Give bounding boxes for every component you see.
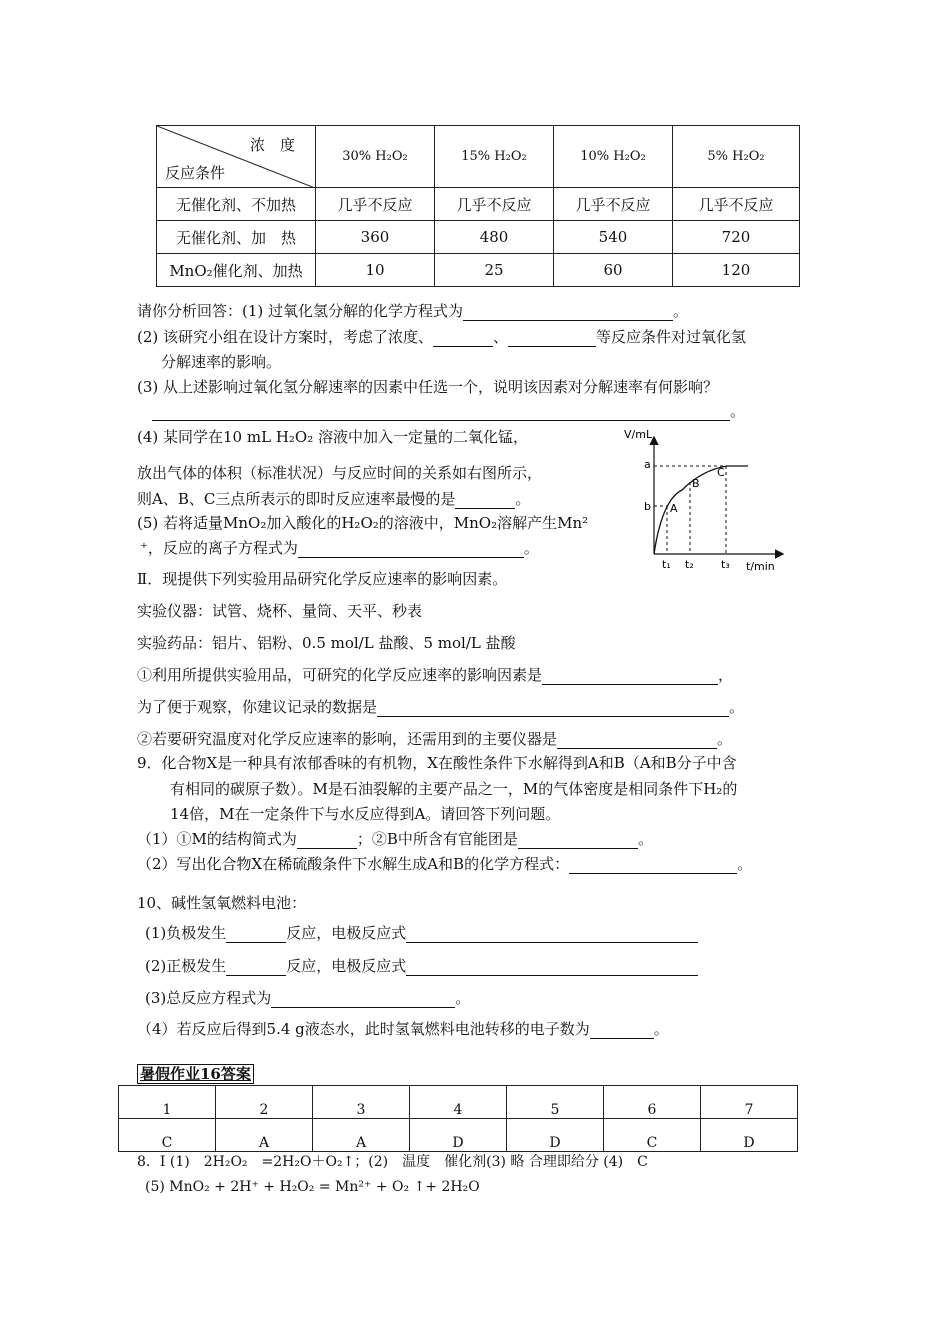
x-tick: t₁ bbox=[662, 558, 671, 571]
answer-blank[interactable] bbox=[226, 927, 286, 943]
question-3-answer: 。 bbox=[152, 400, 745, 421]
table-row bbox=[157, 254, 800, 287]
table-cell: 540 bbox=[554, 221, 673, 254]
row-label: 无催化剂、不加热 bbox=[157, 188, 316, 221]
part-2-q1b: 为了便于观察，你建议记录的数据是 。 bbox=[137, 698, 745, 716]
question-10-2: (2)正极发生 反应，电极反应式 bbox=[145, 955, 698, 976]
part-2-title: Ⅱ．现提供下列实验用品研究化学反应速率的影响因素。 bbox=[137, 570, 508, 588]
answer-blank[interactable] bbox=[152, 405, 730, 421]
answer-number: 4 bbox=[410, 1086, 507, 1119]
answer-blank[interactable] bbox=[542, 669, 718, 685]
question-10: 10、碱性氢氧燃料电池： bbox=[137, 894, 307, 912]
answer-blank[interactable] bbox=[518, 833, 638, 849]
answer-choice: A bbox=[313, 1119, 410, 1152]
part-2-q1: ①利用所提供实验用品，可研究的化学反应速率的影响因素是 ， bbox=[137, 666, 734, 684]
question-10-4: （4）若反应后得到5.4 g液态水，此时氢氧燃料电池转移的电子数为 。 bbox=[137, 1020, 669, 1038]
table-row bbox=[119, 1086, 798, 1119]
question-5b: ⁺，反应的离子方程式为 。 bbox=[140, 539, 539, 557]
question-1: 请你分析回答：(1) 过氧化氢分解的化学方程式为 。 bbox=[137, 302, 689, 320]
diagonal-header-cell bbox=[157, 126, 316, 188]
question-9-1: （1）①M的结构简式为 ；②B中所含有官能团是 。 bbox=[137, 830, 653, 848]
question-9-2: （2）写出化合物X在稀硫酸条件下水解生成A和B的化学方程式： 。 bbox=[137, 855, 753, 873]
answer-blank[interactable] bbox=[226, 960, 286, 976]
answer-8-5: (5) MnO₂ + 2H⁺ + H₂O₂ = Mn²⁺ + O₂ ↑+ 2H₂O bbox=[145, 1179, 480, 1195]
table-cell: 几乎不反应 bbox=[435, 188, 554, 221]
answer-choice: C bbox=[604, 1119, 701, 1152]
question-4a: (4) 某同学在10 mL H₂O₂ 溶液中加入一定量的二氧化锰， bbox=[137, 428, 528, 446]
table-row bbox=[157, 188, 800, 221]
table-row bbox=[119, 1119, 798, 1152]
answer-number: 3 bbox=[313, 1086, 410, 1119]
column-header: 5% H₂O₂ bbox=[673, 126, 800, 188]
table-cell: 几乎不反应 bbox=[554, 188, 673, 221]
table-cell: 360 bbox=[316, 221, 435, 254]
question-10-1: (1)负极发生 反应，电极反应式 bbox=[145, 922, 698, 943]
column-header: 15% H₂O₂ bbox=[435, 126, 554, 188]
answer-blank[interactable] bbox=[377, 701, 729, 717]
part-2-q2: ②若要研究温度对化学反应速率的影响，还需用到的主要仪器是 。 bbox=[137, 730, 733, 748]
answer-table bbox=[118, 1085, 798, 1152]
y-axis-label: V/mL bbox=[624, 428, 653, 441]
answer-choice: A bbox=[216, 1119, 313, 1152]
answer-blank[interactable] bbox=[590, 1023, 654, 1039]
row-label: 无催化剂、加 热 bbox=[157, 221, 316, 254]
column-header: 30% H₂O₂ bbox=[316, 126, 435, 188]
question-9b: 有相同的碳原子数）。M是石油裂解的主要产品之一，M的气体密度是相同条件下H₂的 bbox=[170, 780, 738, 798]
experiment-table bbox=[156, 125, 800, 287]
answer-blank[interactable] bbox=[433, 331, 493, 347]
table-cell: 25 bbox=[435, 254, 554, 287]
table-cell: 720 bbox=[673, 221, 800, 254]
table-cell: 480 bbox=[435, 221, 554, 254]
answer-choice: C bbox=[119, 1119, 216, 1152]
table-cell: 120 bbox=[673, 254, 800, 287]
question-9c: 14倍，M在一定条件下与水反应得到A。请回答下列问题。 bbox=[170, 805, 561, 823]
answer-8: 8．Ⅰ (1) 2H₂O₂ =2H₂O＋O₂↑；(2) 温度 催化剂(3) 略 合理即给分 (4) C bbox=[137, 1154, 648, 1170]
point-label: C bbox=[717, 466, 725, 479]
question-9a: 9．化合物X是一种具有浓郁香味的有机物，X在酸性条件下水解得到A和B（A和B分子中含 bbox=[137, 754, 737, 772]
question-10-3: (3)总反应方程式为 。 bbox=[145, 989, 471, 1007]
answer-blank[interactable] bbox=[297, 833, 357, 849]
header-condition: 反应条件 bbox=[165, 164, 226, 182]
question-2-cont: 分解速率的影响。 bbox=[161, 353, 282, 371]
question-2: (2) 该研究小组在设计方案时，考虑了浓度、 、 等反应条件对过氧化氢 bbox=[137, 328, 747, 346]
answer-blank[interactable] bbox=[557, 733, 717, 749]
x-axis-label: t/min bbox=[746, 560, 775, 573]
answer-number: 1 bbox=[119, 1086, 216, 1119]
answer-title: 暑假作业16答案 bbox=[137, 1063, 254, 1084]
question-4b: 放出气体的体积（标准状况）与反应时间的关系如右图所示， bbox=[137, 464, 543, 482]
point-label: B bbox=[692, 477, 700, 490]
answer-blank[interactable] bbox=[298, 542, 524, 558]
x-tick: t₃ bbox=[721, 558, 730, 571]
header-concentration: 浓 度 bbox=[249, 136, 295, 154]
question-5a: (5) 若将适量MnO₂加入酸化的H₂O₂的溶液中，MnO₂溶解产生Mn² bbox=[137, 514, 589, 532]
y-tick-b: b bbox=[644, 500, 651, 513]
reagents: 实验药品：铝片、铝粉、0.5 mol/L 盐酸、5 mol/L 盐酸 bbox=[137, 634, 516, 652]
answer-choice: D bbox=[701, 1119, 798, 1152]
row-label: MnO₂催化剂、加热 bbox=[157, 254, 316, 287]
table-cell: 几乎不反应 bbox=[673, 188, 800, 221]
column-header: 10% H₂O₂ bbox=[554, 126, 673, 188]
table-cell: 几乎不反应 bbox=[316, 188, 435, 221]
answer-blank[interactable] bbox=[406, 927, 698, 943]
y-tick-a: a bbox=[644, 458, 651, 471]
answer-blank[interactable] bbox=[271, 992, 455, 1008]
question-3: (3) 从上述影响过氧化氢分解速率的因素中任选一个，说明该因素对分解速率有何影响？ bbox=[137, 378, 719, 396]
table-cell: 60 bbox=[554, 254, 673, 287]
answer-blank[interactable] bbox=[569, 858, 737, 874]
instruments: 实验仪器：试管、烧杯、量筒、天平、秒表 bbox=[137, 602, 423, 620]
answer-blank[interactable] bbox=[508, 331, 596, 347]
answer-blank[interactable] bbox=[406, 960, 698, 976]
answer-number: 7 bbox=[701, 1086, 798, 1119]
answer-blank[interactable] bbox=[455, 493, 515, 509]
table-cell: 10 bbox=[316, 254, 435, 287]
answer-blank[interactable] bbox=[463, 305, 673, 321]
table-row bbox=[157, 221, 800, 254]
question-4c: 则A、B、C三点所表示的即时反应速率最慢的是 。 bbox=[137, 490, 531, 508]
volume-time-graph bbox=[622, 420, 792, 578]
x-tick: t₂ bbox=[685, 558, 694, 571]
point-label: A bbox=[670, 502, 678, 515]
volume-curve bbox=[654, 466, 748, 554]
answer-choice: D bbox=[410, 1119, 507, 1152]
answer-number: 2 bbox=[216, 1086, 313, 1119]
answer-number: 6 bbox=[604, 1086, 701, 1119]
answer-choice: D bbox=[507, 1119, 604, 1152]
answer-number: 5 bbox=[507, 1086, 604, 1119]
